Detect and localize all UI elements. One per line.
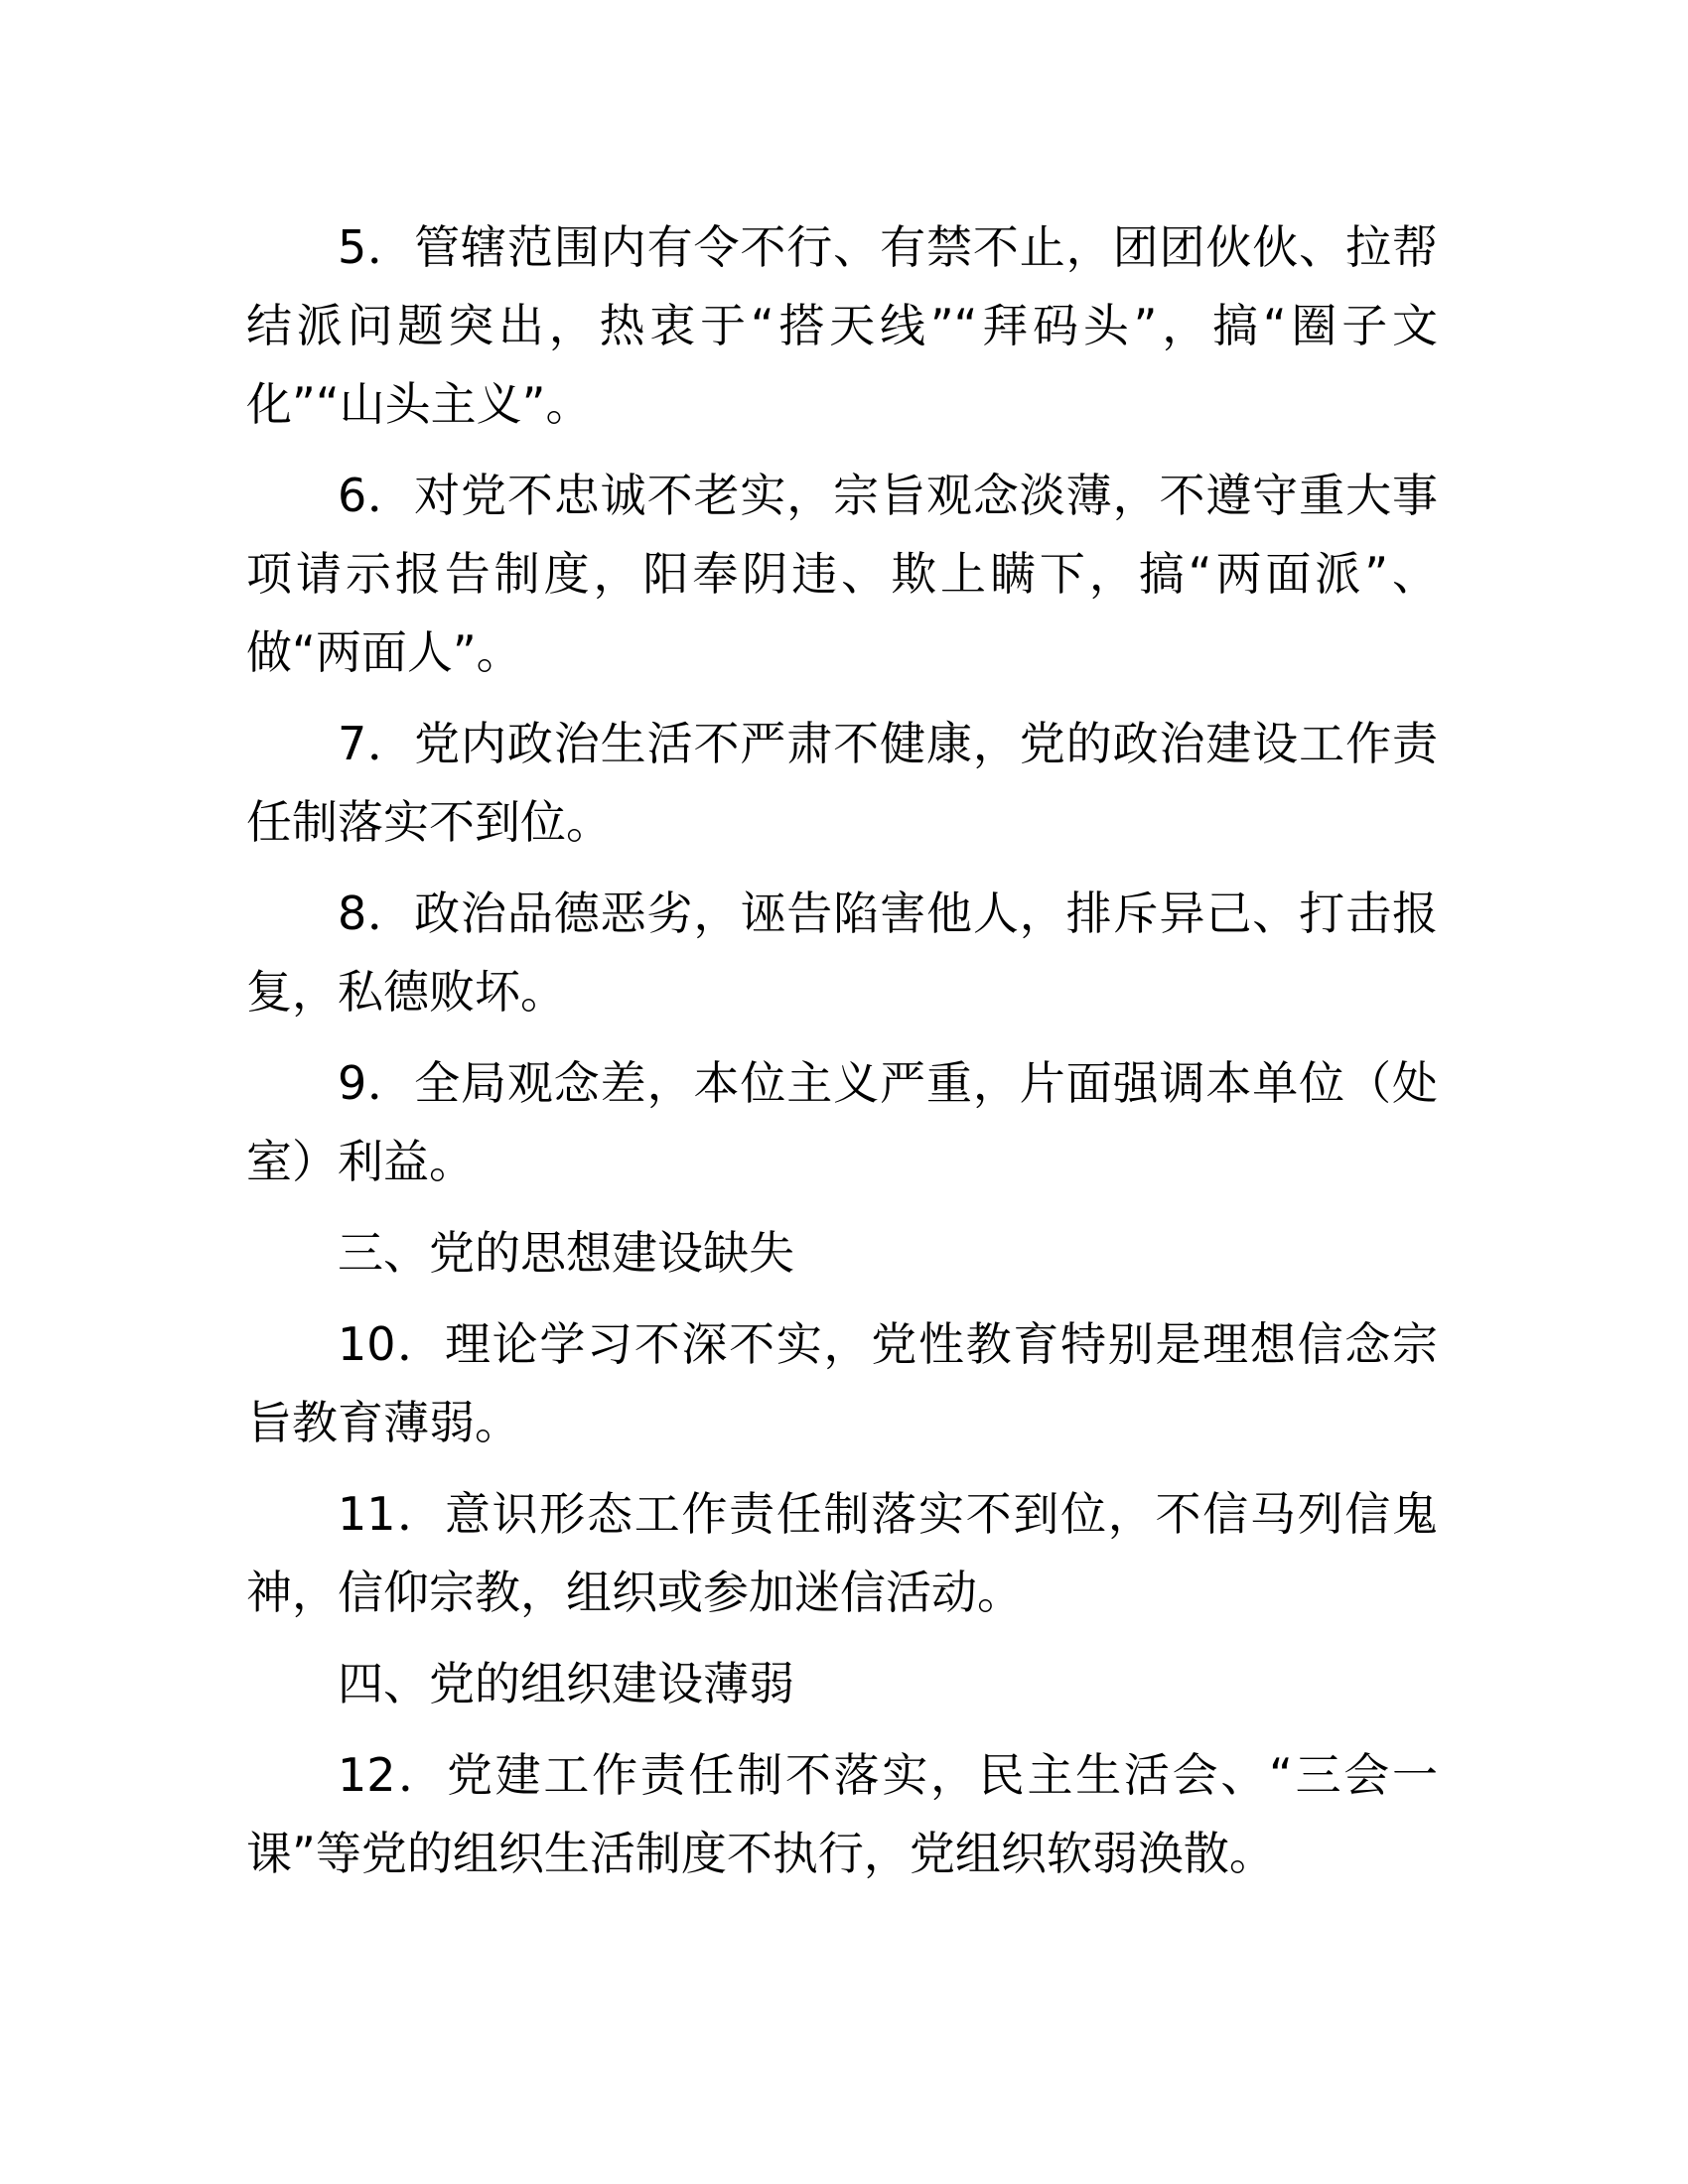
item-7-paragraph: 7．党内政治生活不严肃不健康，党的政治建设工作责任制落实不到位。 [246, 717, 1438, 849]
document-page [246, 208, 1438, 1906]
item-12-paragraph: 12．党建工作责任制不落实，民主生活会、“三会一课”等党的组织生活制度不执行，党组织软弱涣散。 [246, 1748, 1438, 1880]
item-6-paragraph: 6．对党不忠诚不老实，宗旨观念淡薄，不遵守重大事项请示报告制度，阳奉阴违、欺上瞒下，搞“两面派”、做“两面人”。 [246, 469, 1438, 679]
item-5-paragraph: 5．管辖范围内有令不行、有禁不止，团团伙伙、拉帮结派问题突出，热衷于“搭天线”“拜码头”，搞“圈子文化”“山头主义”。 [246, 220, 1438, 431]
item-11-paragraph: 11．意识形态工作责任制落实不到位，不信马列信鬼神，信仰宗教，组织或参加迷信活动。 [246, 1487, 1438, 1619]
section-4-heading: 四、党的组织建设薄弱 [338, 1657, 794, 1710]
section-3-heading: 三、党的思想建设缺失 [338, 1226, 794, 1280]
item-10-paragraph: 10．理论学习不深不实，党性教育特别是理想信念宗旨教育薄弱。 [246, 1317, 1438, 1449]
item-9-paragraph: 9．全局观念差，本位主义严重，片面强调本单位（处室）利益。 [246, 1056, 1438, 1188]
item-8-paragraph: 8．政治品德恶劣，诬告陷害他人，排斥异己、打击报复，私德败坏。 [246, 887, 1438, 1019]
